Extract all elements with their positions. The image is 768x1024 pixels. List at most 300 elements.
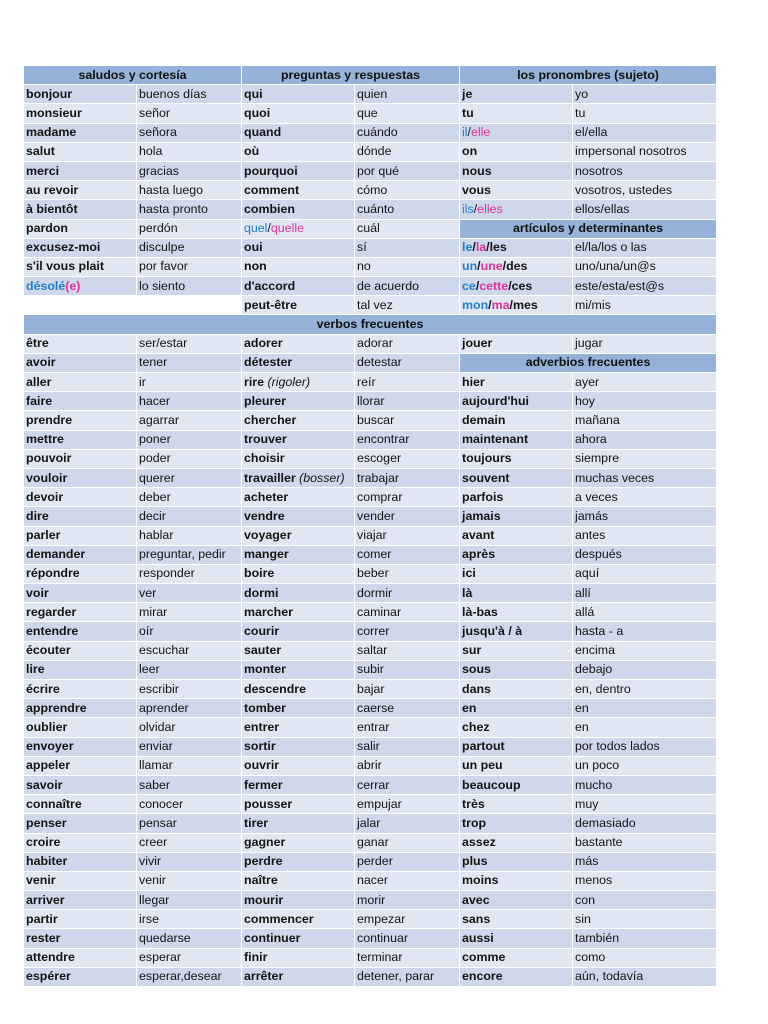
spanish-translation: cuánto bbox=[355, 200, 460, 219]
spanish-translation: oír bbox=[137, 622, 242, 641]
french-word: en bbox=[460, 699, 573, 718]
french-word: attendre bbox=[24, 948, 137, 967]
table-row bbox=[24, 66, 717, 85]
table-row bbox=[24, 871, 717, 890]
spanish-translation: cerrar bbox=[355, 775, 460, 794]
french-word: marcher bbox=[242, 603, 355, 622]
french-word: madame bbox=[24, 123, 137, 142]
word-part: une bbox=[480, 259, 503, 274]
spanish-translation: por todos lados bbox=[573, 737, 717, 756]
french-word: vouloir bbox=[24, 468, 137, 487]
spanish-translation: viajar bbox=[355, 526, 460, 545]
table-row bbox=[24, 142, 717, 161]
table-row bbox=[24, 277, 717, 296]
french-word: très bbox=[460, 795, 573, 814]
french-word: où bbox=[242, 142, 355, 161]
slang-variant: (bosser) bbox=[299, 470, 345, 485]
word-part: /ces bbox=[508, 278, 533, 293]
french-word: jamais bbox=[460, 507, 573, 526]
french-word: chez bbox=[460, 718, 573, 737]
word-part: / bbox=[477, 259, 481, 274]
table-row bbox=[24, 622, 717, 641]
spanish-translation: encontrar bbox=[355, 430, 460, 449]
spanish-translation: hasta pronto bbox=[137, 200, 242, 219]
spanish-translation: correr bbox=[355, 622, 460, 641]
table-row bbox=[24, 526, 717, 545]
french-word: là bbox=[460, 584, 573, 603]
french-word: gagner bbox=[242, 833, 355, 852]
french-word: pardon bbox=[24, 219, 137, 238]
french-word: choisir bbox=[242, 449, 355, 468]
spanish-translation: en bbox=[573, 699, 717, 718]
french-word: assez bbox=[460, 833, 573, 852]
word-part: rire bbox=[244, 374, 264, 389]
table-row bbox=[24, 737, 717, 756]
french-word: descendre bbox=[242, 680, 355, 699]
section-header-articulos: artículos y determinantes bbox=[460, 219, 717, 238]
spanish-translation: ellos/ellas bbox=[573, 200, 717, 219]
french-word: manger bbox=[242, 545, 355, 564]
french-word: pleurer bbox=[242, 392, 355, 411]
word-part: ils bbox=[462, 201, 474, 216]
spanish-translation: querer bbox=[137, 468, 242, 487]
spanish-translation: jalar bbox=[355, 814, 460, 833]
french-word: nous bbox=[460, 161, 573, 180]
spanish-translation: mirar bbox=[137, 603, 242, 622]
spanish-translation: debajo bbox=[573, 660, 717, 679]
french-word: aussi bbox=[460, 929, 573, 948]
french-word: sur bbox=[460, 641, 573, 660]
spanish-translation: preguntar, pedir bbox=[137, 545, 242, 564]
french-word bbox=[242, 219, 355, 238]
spanish-translation: aquí bbox=[573, 564, 717, 583]
french-word: on bbox=[460, 142, 573, 161]
french-word: habiter bbox=[24, 852, 137, 871]
word-part: quelle bbox=[270, 221, 304, 236]
word-part: elles bbox=[477, 201, 503, 216]
spanish-translation: enviar bbox=[137, 737, 242, 756]
spanish-translation: ahora bbox=[573, 430, 717, 449]
french-word: être bbox=[24, 334, 137, 353]
spanish-translation: dónde bbox=[355, 142, 460, 161]
spanish-translation: por favor bbox=[137, 257, 242, 276]
spanish-translation: con bbox=[573, 891, 717, 910]
spanish-translation: lo siento bbox=[137, 277, 242, 296]
french-word: continuer bbox=[242, 929, 355, 948]
word-part: un bbox=[462, 259, 478, 274]
table-row bbox=[24, 603, 717, 622]
table-row bbox=[24, 238, 717, 257]
table-row bbox=[24, 833, 717, 852]
table-row bbox=[24, 795, 717, 814]
table-row bbox=[24, 699, 717, 718]
french-word: venir bbox=[24, 871, 137, 890]
spanish-translation: cuál bbox=[355, 219, 460, 238]
french-word: dire bbox=[24, 507, 137, 526]
spanish-translation: esperar bbox=[137, 948, 242, 967]
spanish-translation: hacer bbox=[137, 392, 242, 411]
french-word: voyager bbox=[242, 526, 355, 545]
table-row bbox=[24, 718, 717, 737]
french-word: ouvrir bbox=[242, 756, 355, 775]
table-row bbox=[24, 775, 717, 794]
spanish-translation: allí bbox=[573, 584, 717, 603]
spanish-translation: más bbox=[573, 852, 717, 871]
spanish-translation: muchas veces bbox=[573, 468, 717, 487]
spanish-translation: deber bbox=[137, 488, 242, 507]
french-word: trop bbox=[460, 814, 573, 833]
spanish-translation: por qué bbox=[355, 161, 460, 180]
table-row bbox=[24, 910, 717, 929]
word-part: (e) bbox=[65, 278, 81, 293]
french-word: monter bbox=[242, 660, 355, 679]
spanish-translation: siempre bbox=[573, 449, 717, 468]
french-word: adorer bbox=[242, 334, 355, 353]
french-word: quand bbox=[242, 123, 355, 142]
french-word: peut-être bbox=[242, 296, 355, 315]
french-word bbox=[460, 296, 573, 315]
french-word: il/elle bbox=[460, 123, 573, 142]
spanish-translation: señor bbox=[137, 104, 242, 123]
table-row bbox=[24, 449, 717, 468]
table-row bbox=[24, 104, 717, 123]
french-word: lire bbox=[24, 660, 137, 679]
spanish-translation: en, dentro bbox=[573, 680, 717, 699]
spanish-translation: vivir bbox=[137, 852, 242, 871]
spanish-translation: caminar bbox=[355, 603, 460, 622]
table-row bbox=[24, 315, 717, 334]
french-word: quoi bbox=[242, 104, 355, 123]
french-word: regarder bbox=[24, 603, 137, 622]
french-word: tirer bbox=[242, 814, 355, 833]
french-word: un peu bbox=[460, 756, 573, 775]
french-word: espérer bbox=[24, 967, 137, 986]
word-part: le bbox=[462, 240, 473, 255]
spanish-translation: entrar bbox=[355, 718, 460, 737]
spanish-translation: venir bbox=[137, 871, 242, 890]
french-word: avant bbox=[460, 526, 573, 545]
spanish-translation: escoger bbox=[355, 449, 460, 468]
french-word: comme bbox=[460, 948, 573, 967]
spanish-translation: cuándo bbox=[355, 123, 460, 142]
french-word bbox=[242, 373, 355, 392]
french-word: connaître bbox=[24, 795, 137, 814]
spanish-translation: agarrar bbox=[137, 411, 242, 430]
spanish-translation: saltar bbox=[355, 641, 460, 660]
spanish-translation: adorar bbox=[355, 334, 460, 353]
spanish-translation: morir bbox=[355, 891, 460, 910]
french-word: entrer bbox=[242, 718, 355, 737]
french-word: mettre bbox=[24, 430, 137, 449]
spanish-translation: aprender bbox=[137, 699, 242, 718]
french-word: non bbox=[242, 257, 355, 276]
spanish-translation: yo bbox=[573, 85, 717, 104]
french-word: avoir bbox=[24, 353, 137, 372]
table-row bbox=[24, 680, 717, 699]
spanish-translation: hasta luego bbox=[137, 181, 242, 200]
french-word: pourquoi bbox=[242, 161, 355, 180]
french-word: combien bbox=[242, 200, 355, 219]
french-word: entendre bbox=[24, 622, 137, 641]
french-word: commencer bbox=[242, 910, 355, 929]
french-word: oui bbox=[242, 238, 355, 257]
spanish-translation: antes bbox=[573, 526, 717, 545]
table-row bbox=[24, 545, 717, 564]
table-row bbox=[24, 468, 717, 487]
french-word: acheter bbox=[242, 488, 355, 507]
table-row bbox=[24, 85, 717, 104]
french-word: chercher bbox=[242, 411, 355, 430]
spanish-translation: comer bbox=[355, 545, 460, 564]
french-word: merci bbox=[24, 161, 137, 180]
spanish-translation: no bbox=[355, 257, 460, 276]
french-word: maintenant bbox=[460, 430, 573, 449]
french-word: je bbox=[460, 85, 573, 104]
french-word: devoir bbox=[24, 488, 137, 507]
spanish-translation: quedarse bbox=[137, 929, 242, 948]
french-word: s'il vous plait bbox=[24, 257, 137, 276]
french-word: fermer bbox=[242, 775, 355, 794]
table-row bbox=[24, 392, 717, 411]
word-part: il bbox=[462, 125, 468, 140]
french-word bbox=[460, 238, 573, 257]
spanish-translation: nosotros bbox=[573, 161, 717, 180]
french-word: détester bbox=[242, 353, 355, 372]
french-word: qui bbox=[242, 85, 355, 104]
spanish-translation: subir bbox=[355, 660, 460, 679]
spanish-translation: sí bbox=[355, 238, 460, 257]
spanish-translation: hoy bbox=[573, 392, 717, 411]
french-word: toujours bbox=[460, 449, 573, 468]
french-word: excusez-moi bbox=[24, 238, 137, 257]
word-part: /les bbox=[486, 240, 507, 255]
word-part: elle bbox=[470, 125, 491, 140]
section-header-preguntas: preguntas y respuestas bbox=[242, 66, 460, 85]
spanish-translation: poder bbox=[137, 449, 242, 468]
french-word: après bbox=[460, 545, 573, 564]
french-word: beaucoup bbox=[460, 775, 573, 794]
french-word: arriver bbox=[24, 891, 137, 910]
spanish-translation: leer bbox=[137, 660, 242, 679]
spanish-translation: irse bbox=[137, 910, 242, 929]
french-word: arrêter bbox=[242, 967, 355, 986]
spanish-translation: buenos días bbox=[137, 85, 242, 104]
spanish-translation: jugar bbox=[573, 334, 717, 353]
french-word: ici bbox=[460, 564, 573, 583]
slang-variant: (rigoler) bbox=[267, 374, 311, 389]
spanish-translation: responder bbox=[137, 564, 242, 583]
french-word: partir bbox=[24, 910, 137, 929]
spanish-translation: hasta - a bbox=[573, 622, 717, 641]
french-word: finir bbox=[242, 948, 355, 967]
table-row bbox=[24, 814, 717, 833]
table-row bbox=[24, 219, 717, 238]
spanish-translation: sin bbox=[573, 910, 717, 929]
table-row bbox=[24, 353, 717, 372]
french-word: prendre bbox=[24, 411, 137, 430]
spanish-translation: vosotros, ustedes bbox=[573, 181, 717, 200]
french-word bbox=[242, 468, 355, 487]
french-word: boire bbox=[242, 564, 355, 583]
word-part: désolé bbox=[26, 278, 66, 293]
spanish-translation: reír bbox=[355, 373, 460, 392]
french-word: apprendre bbox=[24, 699, 137, 718]
spanish-translation: perdón bbox=[137, 219, 242, 238]
french-word: sortir bbox=[242, 737, 355, 756]
french-word: oublier bbox=[24, 718, 137, 737]
spanish-translation: a veces bbox=[573, 488, 717, 507]
spanish-translation: bajar bbox=[355, 680, 460, 699]
spanish-translation: llamar bbox=[137, 756, 242, 775]
french-word: dormi bbox=[242, 584, 355, 603]
spanish-translation: hola bbox=[137, 142, 242, 161]
spanish-translation: de acuerdo bbox=[355, 277, 460, 296]
table-row bbox=[24, 929, 717, 948]
french-word: moins bbox=[460, 871, 573, 890]
french-word: écouter bbox=[24, 641, 137, 660]
spanish-translation: señora bbox=[137, 123, 242, 142]
spanish-translation: el/la/los o las bbox=[573, 238, 717, 257]
french-word: savoir bbox=[24, 775, 137, 794]
word-part: /mes bbox=[509, 297, 538, 312]
table-row bbox=[24, 334, 717, 353]
french-word: vendre bbox=[242, 507, 355, 526]
french-word: hier bbox=[460, 373, 573, 392]
table-row bbox=[24, 564, 717, 583]
spanish-translation: ganar bbox=[355, 833, 460, 852]
word-part: / bbox=[472, 240, 476, 255]
french-word: comment bbox=[242, 181, 355, 200]
french-word: demander bbox=[24, 545, 137, 564]
french-word: sauter bbox=[242, 641, 355, 660]
spanish-translation: impersonal nosotros bbox=[573, 142, 717, 161]
table-row bbox=[24, 181, 717, 200]
french-word: à bientôt bbox=[24, 200, 137, 219]
spanish-translation: este/esta/est@s bbox=[573, 277, 717, 296]
french-word: perdre bbox=[242, 852, 355, 871]
spanish-translation: comprar bbox=[355, 488, 460, 507]
spanish-translation: hablar bbox=[137, 526, 242, 545]
spanish-translation: conocer bbox=[137, 795, 242, 814]
table-row bbox=[24, 852, 717, 871]
spanish-translation: ver bbox=[137, 584, 242, 603]
french-word: demain bbox=[460, 411, 573, 430]
french-word: plus bbox=[460, 852, 573, 871]
french-word: courir bbox=[242, 622, 355, 641]
french-word: au revoir bbox=[24, 181, 137, 200]
word-part: la bbox=[475, 240, 487, 255]
table-row bbox=[24, 660, 717, 679]
word-part: /des bbox=[502, 259, 528, 274]
spanish-translation: empezar bbox=[355, 910, 460, 929]
table-row bbox=[24, 967, 717, 986]
spanish-translation: buscar bbox=[355, 411, 460, 430]
french-word: parler bbox=[24, 526, 137, 545]
spanish-translation: llorar bbox=[355, 392, 460, 411]
spanish-translation: detestar bbox=[355, 353, 460, 372]
empty-cell bbox=[24, 296, 137, 315]
french-word: aller bbox=[24, 373, 137, 392]
french-word: trouver bbox=[242, 430, 355, 449]
french-word: d'accord bbox=[242, 277, 355, 296]
french-word: pouvoir bbox=[24, 449, 137, 468]
spanish-translation: caerse bbox=[355, 699, 460, 718]
french-word: jusqu'à / à bbox=[460, 622, 573, 641]
table-row bbox=[24, 430, 717, 449]
word-part: / bbox=[488, 297, 492, 312]
spanish-translation: beber bbox=[355, 564, 460, 583]
spanish-translation: cómo bbox=[355, 181, 460, 200]
table-row bbox=[24, 200, 717, 219]
spanish-translation: uno/una/un@s bbox=[573, 257, 717, 276]
table-row bbox=[24, 641, 717, 660]
word-part: ce bbox=[462, 278, 476, 293]
spanish-translation: un poco bbox=[573, 756, 717, 775]
spanish-translation: que bbox=[355, 104, 460, 123]
french-word: écrire bbox=[24, 680, 137, 699]
table-row bbox=[24, 948, 717, 967]
table-row bbox=[24, 161, 717, 180]
spanish-translation: esperar,desear bbox=[137, 967, 242, 986]
word-part: / bbox=[475, 278, 480, 293]
spanish-translation: abrir bbox=[355, 756, 460, 775]
spanish-translation: encima bbox=[573, 641, 717, 660]
spanish-translation: quien bbox=[355, 85, 460, 104]
spanish-translation: jamás bbox=[573, 507, 717, 526]
spanish-translation: después bbox=[573, 545, 717, 564]
french-word: penser bbox=[24, 814, 137, 833]
empty-cell bbox=[137, 296, 242, 315]
french-word: sans bbox=[460, 910, 573, 929]
spanish-translation: creer bbox=[137, 833, 242, 852]
french-word: tomber bbox=[242, 699, 355, 718]
spanish-translation: disculpe bbox=[137, 238, 242, 257]
french-word: là-bas bbox=[460, 603, 573, 622]
spanish-translation: detener, parar bbox=[355, 967, 460, 986]
vocabulary-table bbox=[23, 65, 717, 987]
french-word: appeler bbox=[24, 756, 137, 775]
spanish-translation: mañana bbox=[573, 411, 717, 430]
word-part: quel bbox=[244, 221, 268, 236]
spanish-translation: perder bbox=[355, 852, 460, 871]
table-row bbox=[24, 507, 717, 526]
french-word: souvent bbox=[460, 468, 573, 487]
word-part: ma bbox=[491, 297, 510, 312]
spanish-translation: allá bbox=[573, 603, 717, 622]
spanish-translation: gracias bbox=[137, 161, 242, 180]
table-row bbox=[24, 123, 717, 142]
french-word: monsieur bbox=[24, 104, 137, 123]
french-word: ils/elles bbox=[460, 200, 573, 219]
french-word: bonjour bbox=[24, 85, 137, 104]
spanish-translation: saber bbox=[137, 775, 242, 794]
french-word: salut bbox=[24, 142, 137, 161]
spanish-translation: mi/mis bbox=[573, 296, 717, 315]
spanish-translation: el/ella bbox=[573, 123, 717, 142]
spanish-translation: ayer bbox=[573, 373, 717, 392]
table-row bbox=[24, 411, 717, 430]
french-word: aujourd'hui bbox=[460, 392, 573, 411]
spanish-translation: pensar bbox=[137, 814, 242, 833]
word-part: cette bbox=[479, 278, 509, 293]
spanish-translation: salir bbox=[355, 737, 460, 756]
french-word: encore bbox=[460, 967, 573, 986]
spanish-translation: decir bbox=[137, 507, 242, 526]
spanish-translation: continuar bbox=[355, 929, 460, 948]
french-word: pousser bbox=[242, 795, 355, 814]
table-row bbox=[24, 488, 717, 507]
table-row bbox=[24, 296, 717, 315]
